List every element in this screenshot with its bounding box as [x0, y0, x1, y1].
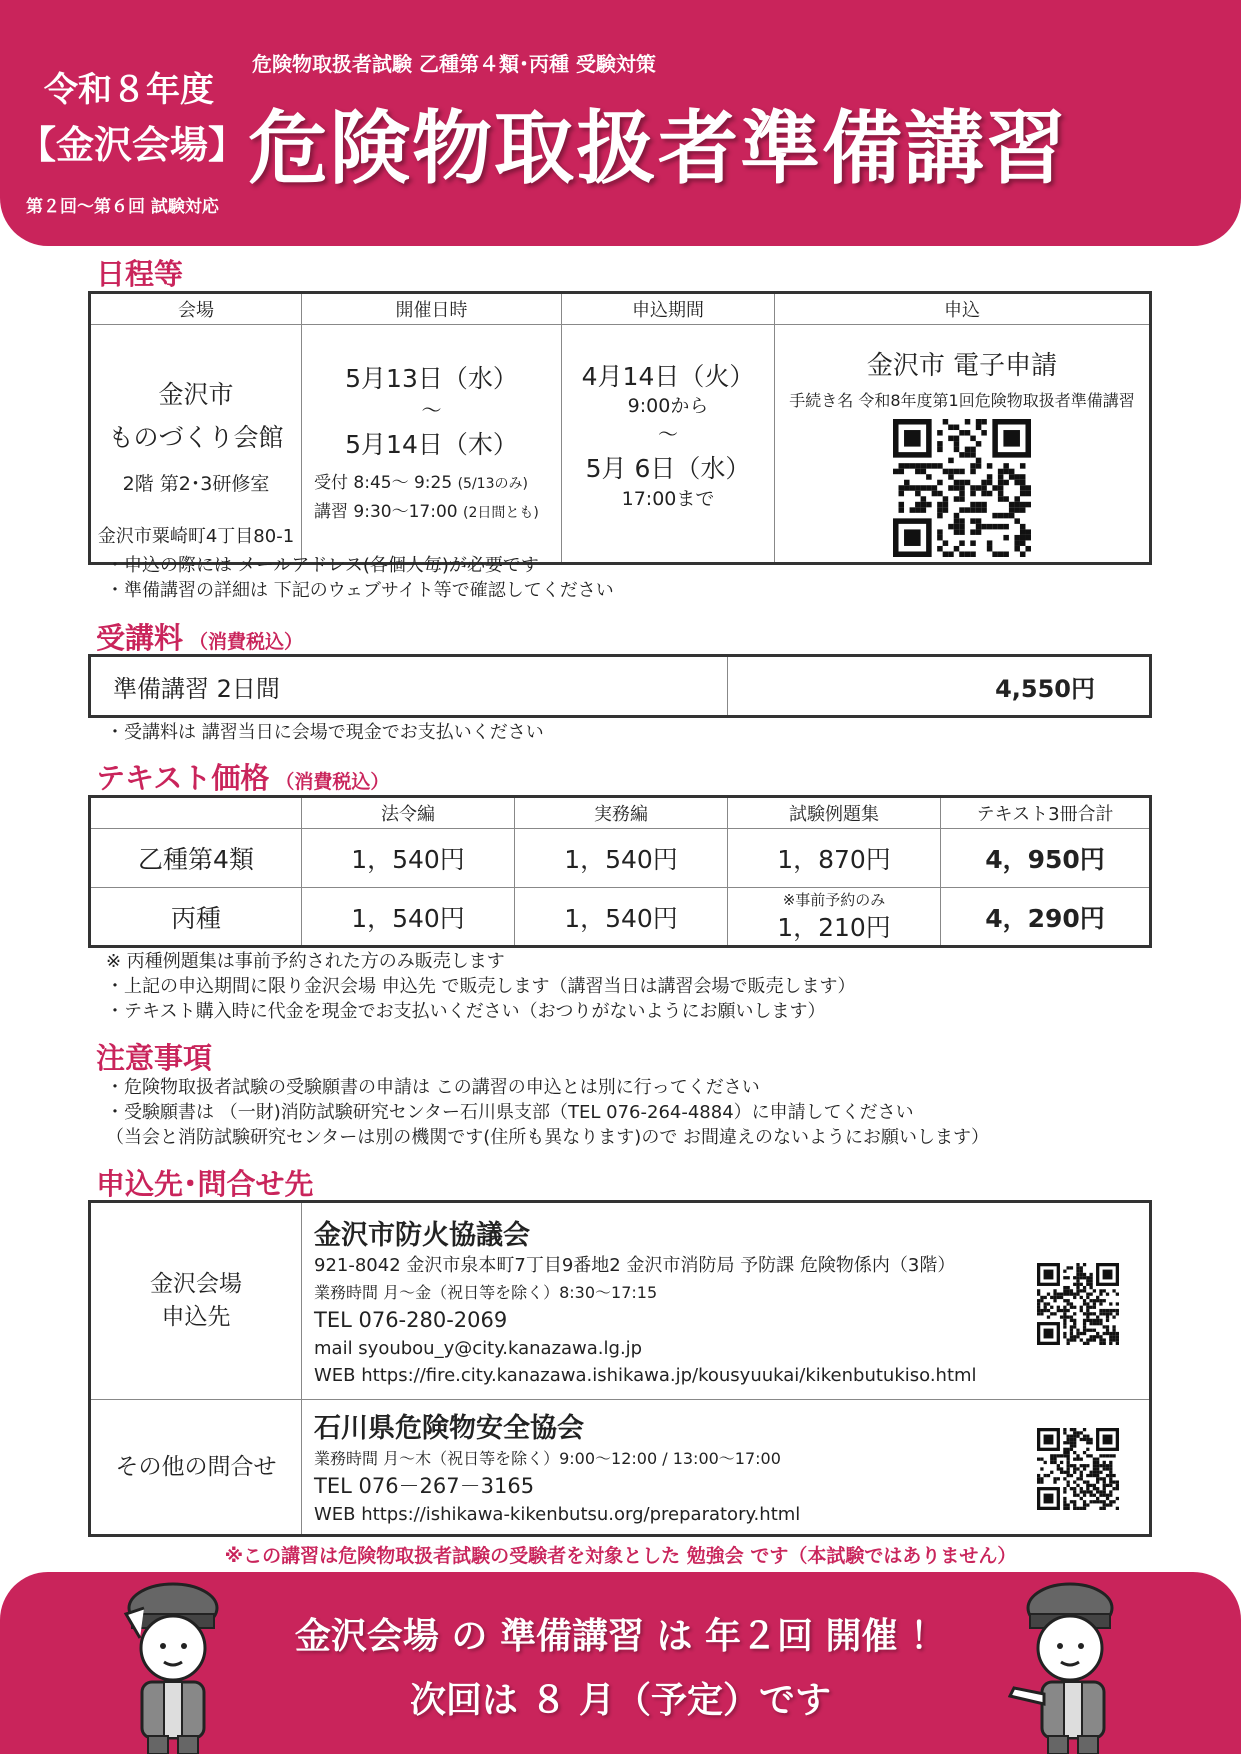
footer-banner	[0, 1572, 1241, 1754]
lecture-note: (2日間とも)	[462, 505, 539, 521]
venue-address: 金沢市粟崎町4丁目80-1	[97, 526, 295, 547]
apply-procedure: 手続き名 令和8年度第1回危険物取扱者準備講習	[789, 391, 1135, 410]
caution-note: ・受験願書は （一財)消防試験研究センター石川県支部（TEL 076-264-4884）に申請してください	[106, 1102, 914, 1123]
table-row	[90, 829, 1151, 888]
date-end: 5月14日（木）	[345, 430, 518, 459]
textbook-note: ※ 丙種例題集は事前予約された方のみ販売します	[106, 951, 505, 972]
price-exam: 1，210円	[777, 912, 891, 942]
other-qr-code-icon[interactable]	[1037, 1428, 1119, 1510]
schedule-heading: 日程等	[96, 257, 184, 291]
row-label: 丙種	[90, 888, 302, 947]
schedule-header-venue: 会場	[90, 293, 302, 325]
kanazawa-web[interactable]: WEB https://fire.city.kanazawa.ishikawa.jp/kousyuukai/kikenbutukiso.html	[314, 1365, 977, 1386]
firefighter-mascot-pointing-icon	[1008, 1578, 1118, 1754]
date-tilde: ～	[421, 398, 442, 422]
textbook-header-practice: 実務編	[515, 797, 728, 829]
schedule-header-period: 申込期間	[562, 293, 775, 325]
other-hours: 業務時間 月～木（祝日等を除く）9:00～12:00 / 13:00～17:00	[314, 1449, 781, 1468]
price-total: 4，290円	[941, 888, 1151, 947]
textbook-notes	[106, 949, 855, 1024]
fee-table	[88, 654, 1152, 718]
price-exam-cell	[728, 888, 941, 947]
kanazawa-address: 921-8042 金沢市泉本町7丁目9番地2 金沢市消防局 予防課 危険物係内（3階）	[314, 1255, 956, 1276]
kanazawa-label-line1: 金沢会場	[150, 1271, 242, 1297]
period-start-time: 9:00から	[627, 395, 709, 417]
row-label: 乙種第4類	[90, 829, 302, 888]
other-org: 石川県危険物安全協会	[314, 1413, 584, 1444]
warning-text: ※この講習は危険物取扱者試験の受験者を対象とした 勉強会 です（本試験ではありません）	[224, 1545, 1017, 1567]
schedule-header-date: 開催日時	[302, 293, 562, 325]
kanazawa-label	[90, 1202, 302, 1400]
fee-price: 4,550円	[728, 656, 1151, 717]
schedule-period-cell	[562, 325, 775, 564]
kanazawa-info	[302, 1202, 1151, 1400]
period-tilde: ～	[658, 422, 678, 446]
price-total: 4，950円	[941, 829, 1151, 888]
price-practice: 1，540円	[515, 829, 728, 888]
price-law: 1，540円	[302, 888, 515, 947]
kanazawa-tel[interactable]: TEL 076-280-2069	[314, 1308, 508, 1332]
header-rounds: 第２回～第６回 試験対応	[26, 197, 219, 217]
price-law: 1，540円	[302, 829, 515, 888]
venue-line2: ものづくり会館	[108, 423, 284, 452]
fee-item: 準備講習 2日間	[90, 656, 728, 717]
fee-note: ・受講料は 講習当日に会場で現金でお支払いください	[106, 722, 544, 743]
price-exam: 1，870円	[728, 829, 941, 888]
caution-notes	[106, 1075, 989, 1150]
textbook-heading	[96, 756, 389, 797]
schedule-venue-cell	[90, 325, 302, 564]
schedule-notes	[106, 553, 614, 603]
period-end: 5月 6日（水）	[585, 454, 751, 483]
reception-note: (5/13のみ)	[457, 476, 528, 492]
contact-heading: 申込先･問合せ先	[96, 1167, 314, 1201]
header-subtitle: 危険物取扱者試験 乙種第４類･丙種 受験対策	[252, 52, 656, 76]
period-start: 4月14日（火）	[581, 362, 755, 391]
schedule-header-apply: 申込	[775, 293, 1151, 325]
textbook-note: ・テキスト購入時に代金を現金でお支払いください（おつりがないようにお願いします）	[106, 1001, 826, 1022]
reception-time: 受付 8:45～ 9:25	[314, 473, 453, 493]
header-banner	[0, 0, 1241, 246]
schedule-table	[88, 291, 1152, 565]
venue-room: 2階 第2･3研修室	[122, 473, 270, 495]
price-practice: 1，540円	[515, 888, 728, 947]
date-start: 5月13日（水）	[345, 364, 518, 393]
textbook-heading-text: テキスト価格	[96, 761, 270, 795]
exam-preorder-note: ※事前予約のみ	[782, 890, 886, 909]
textbook-header-total: テキスト3冊合計	[941, 797, 1151, 829]
kanazawa-mail[interactable]: mail syoubou_y@city.kanazawa.lg.jp	[314, 1338, 643, 1359]
venue-line1: 金沢市	[158, 380, 234, 409]
textbook-heading-note: （消費税込）	[275, 771, 390, 793]
period-end-time: 17:00まで	[621, 488, 715, 510]
kanazawa-label-line2: 申込先	[161, 1304, 231, 1330]
schedule-note: ・申込の際には メールアドレス(各個人毎)が必要です	[106, 555, 539, 576]
fee-heading-text: 受講料	[96, 621, 184, 655]
other-label: その他の問合せ	[90, 1400, 302, 1536]
contact-table	[88, 1200, 1152, 1537]
apply-title: 金沢市 電子申請	[866, 351, 1058, 381]
caution-heading: 注意事項	[96, 1041, 213, 1075]
caution-note: ・危険物取扱者試験の受験願書の申請は この講習の申込とは別に行ってください	[106, 1077, 760, 1098]
footer-line2: 次回は ８ 月（予定）です	[409, 1680, 832, 1721]
textbook-table	[88, 795, 1152, 948]
other-web[interactable]: WEB https://ishikawa-kikenbutsu.org/preparatory.html	[314, 1504, 801, 1525]
kanazawa-org: 金沢市防火協議会	[314, 1220, 530, 1251]
firefighter-mascot-salute-icon	[118, 1578, 228, 1754]
fee-heading-note: （消費税込）	[189, 631, 304, 653]
kanazawa-hours: 業務時間 月～金（祝日等を除く）8:30～17:15	[314, 1283, 658, 1302]
schedule-apply-cell	[775, 325, 1151, 564]
kanazawa-qr-code-icon[interactable]	[1037, 1263, 1119, 1345]
header-venue: 【金沢会場】	[18, 123, 247, 167]
header-year: 令和８年度	[44, 70, 214, 110]
lecture-time: 講習 9:30～17:00	[314, 502, 458, 522]
textbook-header-law: 法令編	[302, 797, 515, 829]
caution-note: （当会と消防試験研究センターは別の機関です(住所も異なります)ので お間違えのないようにお願いします）	[106, 1127, 990, 1148]
apply-qr-code-icon[interactable]	[893, 419, 1031, 557]
schedule-note: ・準備講習の詳細は 下記のウェブサイト等で確認してください	[106, 580, 614, 601]
textbook-header-blank	[90, 797, 302, 829]
other-tel[interactable]: TEL 076－267－3165	[314, 1474, 535, 1498]
page-title: 危険物取扱者準備講習	[248, 102, 1068, 195]
footer-line1: 金沢会場 の 準備講習 は 年２回 開催 ！	[294, 1616, 947, 1657]
other-info	[302, 1400, 1151, 1536]
textbook-header-exam: 試験例題集	[728, 797, 941, 829]
fee-heading	[96, 616, 303, 657]
textbook-note: ・上記の申込期間に限り金沢会場 申込先 で販売します（講習当日は講習会場で販売します）	[106, 976, 856, 997]
table-row	[90, 888, 1151, 947]
schedule-date-cell	[302, 325, 562, 564]
